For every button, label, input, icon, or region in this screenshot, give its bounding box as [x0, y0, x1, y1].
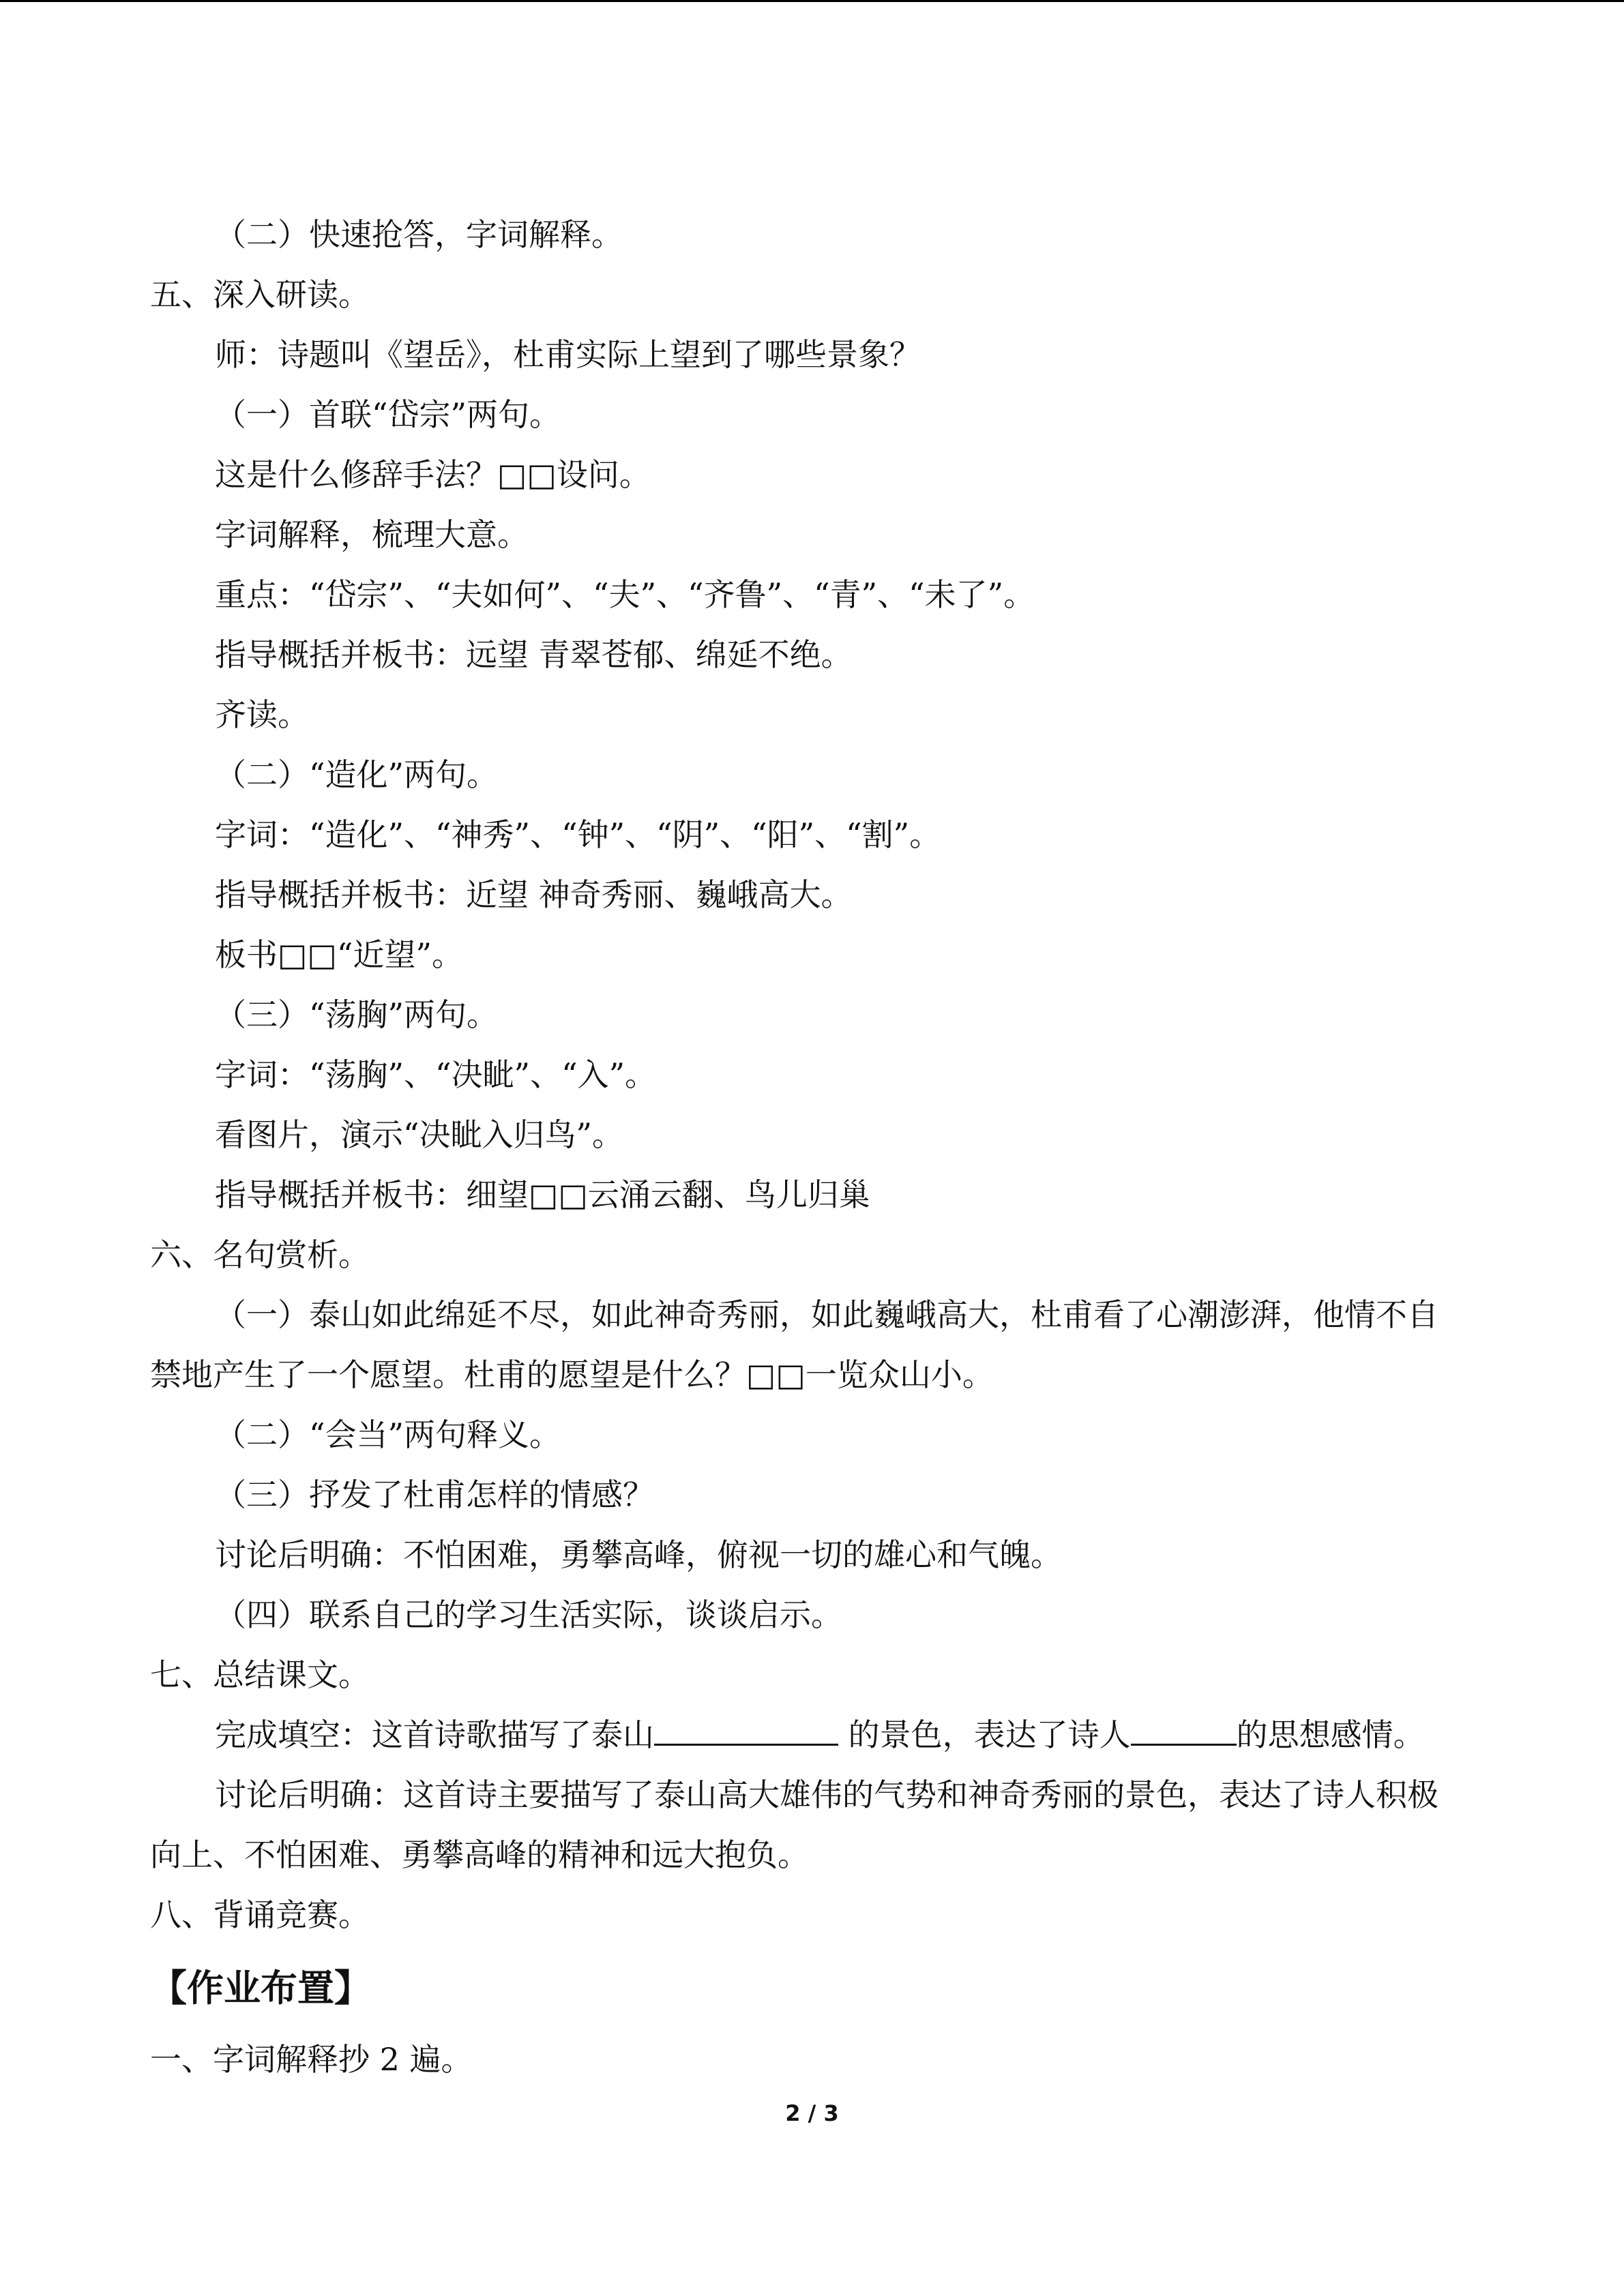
paragraph-summary: 讨论后明确：这首诗主要描写了泰山高大雄伟的气势和神奇秀丽的景色，表达了诗人积极向上、不怕困难、勇攀高峰的精神和远大抱负。: [150, 1776, 1438, 1873]
text-line: 讨论后明确：不怕困难，勇攀高峰，俯视一切的雄心和气魄。: [215, 1536, 1062, 1573]
lesson-lines-group-1: [150, 205, 1460, 1285]
text-line: 字词：“造化”、“神秀”、“钟”、“阴”、“阳”、“割”。: [215, 816, 941, 853]
homework-heading: 【作业布置】: [150, 1967, 371, 2010]
fill-blank-line: [150, 1705, 1460, 1765]
paragraph-aspiration: （一）泰山如此绵延不尽，如此神奇秀丽，如此巍峨高大，杜甫看了心潮澎湃，他情不自禁地产生了一个愿望。杜甫的愿望是什么？□□一览众山小。: [150, 1296, 1438, 1393]
page-number: 2 / 3: [785, 2100, 839, 2126]
text-line: 这是什么修辞手法？□□设问。: [215, 456, 651, 493]
fill-blank-text-2: 的景色，表达了诗人: [838, 1716, 1131, 1753]
text-line: 师：诗题叫《望岳》，杜甫实际上望到了哪些景象？: [215, 336, 921, 373]
text-line: 板书□□“近望”。: [215, 936, 463, 973]
text-line: 七、总结课文。: [150, 1656, 370, 1693]
text-line: （三）“荡胸”两句。: [215, 996, 499, 1033]
text-line: （二）快速抢答，字词解释。: [215, 216, 623, 253]
fill-blank-2: [1131, 1712, 1237, 1746]
text-line: （三）抒发了杜甫怎样的情感？: [215, 1476, 654, 1513]
text-line: （四）联系自己的学习生活实际，谈谈启示。: [215, 1596, 842, 1633]
fill-blank-1: [654, 1712, 838, 1746]
text-line: （一）首联“岱宗”两句。: [215, 396, 561, 433]
text-line: 看图片，演示“决眦入归鸟”。: [215, 1116, 624, 1153]
text-line: 字词解释，梳理大意。: [215, 516, 529, 553]
page-top-border: [0, 0, 1624, 2]
text-line: 指导概括并板书：近望 神奇秀丽、巍峨高大。: [215, 876, 853, 913]
text-line: 五、深入研读。: [150, 276, 370, 313]
text-line: 指导概括并板书：细望□□云涌云翻、鸟儿归巢: [215, 1176, 870, 1213]
text-line: 重点：“岱宗”、“夫如何”、“夫”、“齐鲁”、“青”、“未了”。: [215, 576, 1035, 613]
document-page: [150, 205, 1460, 2089]
section-recite: 八、背诵竞赛。: [150, 1896, 370, 1933]
homework-item-1: 一、字词解释抄 2 遍。: [150, 2041, 473, 2078]
fill-blank-text-1: 完成填空：这首诗歌描写了泰山: [215, 1716, 654, 1753]
text-line: 齐读。: [215, 696, 309, 733]
fill-blank-text-3: 的思想感情。: [1236, 1716, 1425, 1753]
text-line: （二）“会当”两句释义。: [215, 1416, 561, 1453]
text-line: 六、名句赏析。: [150, 1236, 370, 1273]
text-line: 字词：“荡胸”、“决眦”、“入”。: [215, 1056, 657, 1093]
lesson-lines-group-2: [150, 1405, 1460, 1705]
text-line: （二）“造化”两句。: [215, 756, 499, 793]
text-line: 指导概括并板书：远望 青翠苍郁、绵延不绝。: [215, 636, 853, 673]
